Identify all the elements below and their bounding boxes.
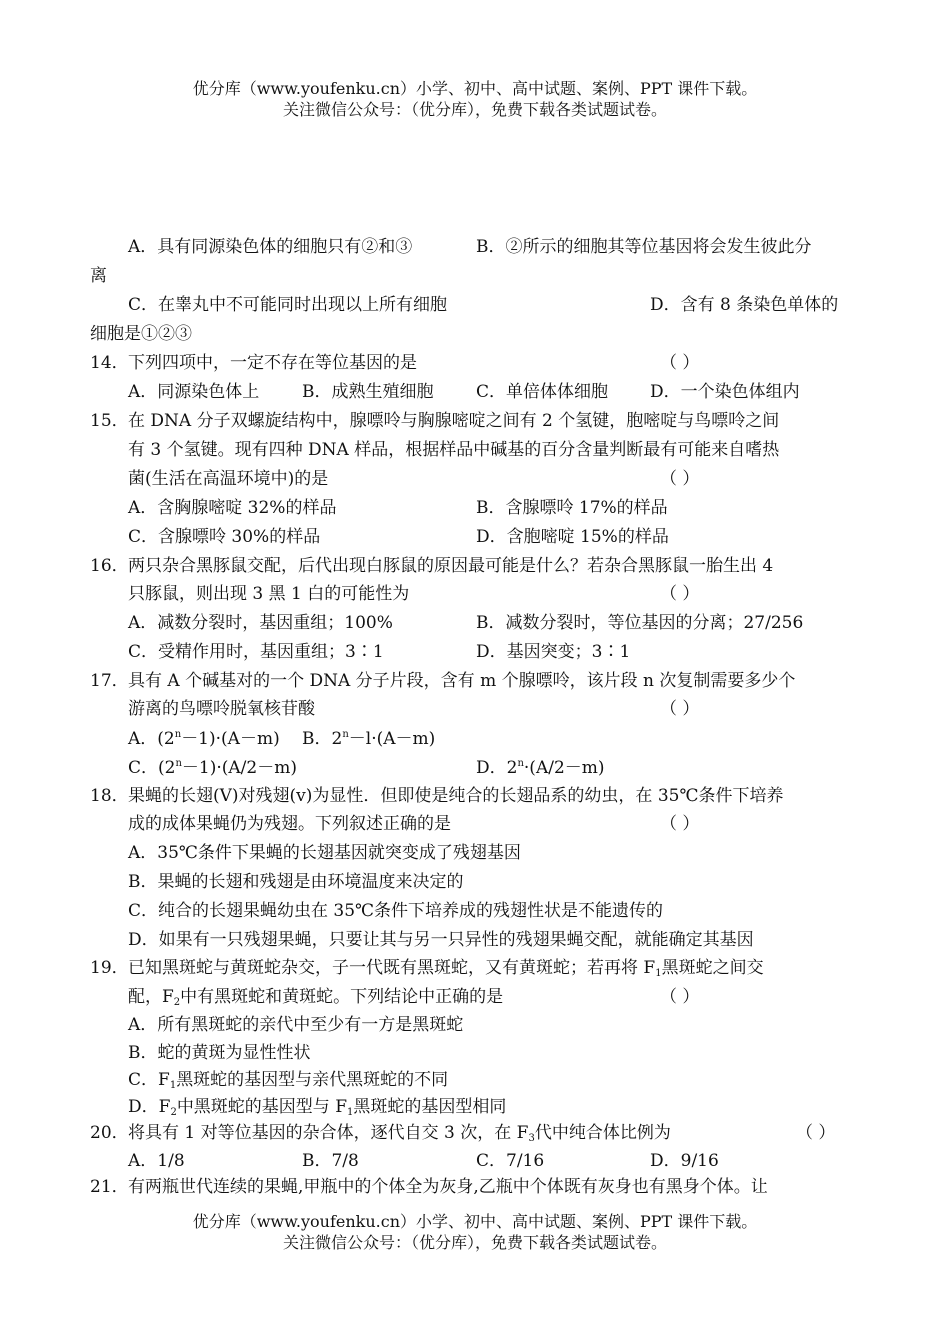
q13-option-d-continued: 细胞是①②③ (90, 324, 192, 344)
q15-number: 15． (90, 411, 129, 431)
q21-number: 21． (90, 1177, 129, 1197)
q20-option-b: B．7/8 (302, 1151, 359, 1171)
q17-option-d: D．$2^n\cdot(A/2-m)$ (476, 758, 605, 778)
q19-answer-blank: （ ） (660, 987, 700, 1007)
q20-option-a: A．1/8 (128, 1151, 185, 1171)
page-header (0, 78, 950, 120)
q15-stem-line-1: 在 DNA 分子双螺旋结构中，腺嘌呤与胸腺嘧啶之间有 2 个氢键，胞嘧啶与鸟嘌呤之间 (128, 411, 780, 431)
q19-stem-line-2: 配，$F_2$中有黑斑蛇和黄斑蛇。下列结论中正确的是 (128, 987, 504, 1008)
q15-stem-line-2: 有 3 个氢键。现有四种 DNA 样品，根据样品中碱基的百分含量判断最有可能来自嗜热 (128, 440, 780, 460)
q15-stem-line-3: 菌(生活在高温环境中)的是 (128, 469, 329, 489)
q14-answer-blank: （ ） (660, 353, 700, 373)
q15-answer-blank: （ ） (660, 469, 700, 489)
q17-answer-blank: （ ） (660, 699, 700, 719)
q18-option-b: B．果蝇的长翅和残翅是由环境温度来决定的 (128, 872, 464, 892)
q19-option-b: B．蛇的黄斑为显性性状 (128, 1043, 311, 1063)
q15-option-d: D．含胞嘧啶 15%的样品 (476, 527, 669, 547)
q20-number: 20． (90, 1123, 129, 1143)
q18-number: 18． (90, 786, 129, 806)
q18-answer-blank: （ ） (660, 814, 700, 834)
q17-option-b: B．$2^n-l\cdot(A-m)$ (302, 729, 436, 749)
q14-option-d: D．一个染色体组内 (650, 382, 800, 402)
q15-option-c: C．含腺嘌呤 30%的样品 (128, 527, 321, 547)
q20-option-c: C．7/16 (476, 1151, 545, 1171)
q20-stem: 将具有 1 对等位基因的杂合体，逐代自交 3 次，在 $F_3$代中纯合体比例为 (128, 1123, 671, 1144)
footer-line-1: 优分库（www.youfenku.cn）小学、初中、高中试题、案例、PPT 课件下载。 (192, 1212, 758, 1231)
q18-option-d: D．如果有一只残翅果蝇，只要让其与另一只异性的残翅果蝇交配，就能确定其基因 (128, 930, 754, 950)
q17-number: 17． (90, 671, 129, 691)
q13-option-b-continued: 离 (90, 266, 107, 286)
q18-option-c: C．纯合的长翅果蝇幼虫在 35℃条件下培养成的残翅性状是不能遗传的 (128, 901, 664, 921)
q13-option-a: A．具有同源染色体的细胞只有②和③ (128, 237, 413, 257)
q14-option-c: C．单倍体体细胞 (476, 382, 609, 402)
q13-option-d: D．含有 8 条染色单体的 (650, 295, 839, 315)
q15-option-a: A．含胸腺嘧啶 32%的样品 (128, 498, 337, 518)
q19-option-c: C．$F_1$黑斑蛇的基因型与亲代黑斑蛇的不同 (128, 1070, 449, 1091)
q18-stem-line-2: 成的成体果蝇仍为残翅。下列叙述正确的是 (128, 814, 451, 834)
q14-option-b: B．成熟生殖细胞 (302, 382, 434, 402)
q19-stem-line-1: 已知黑斑蛇与黄斑蛇杂交，子一代既有黑斑蛇，又有黄斑蛇；若再将 $F_1$黑斑蛇之间交 (128, 958, 764, 979)
q21-stem-line-1: 有两瓶世代连续的果蝇,甲瓶中的个体全为灰身,乙瓶中个体既有灰身也有黑身个体。让 (128, 1177, 768, 1197)
q19-option-a: A．所有黑斑蛇的亲代中至少有一方是黑斑蛇 (128, 1015, 464, 1035)
q16-option-c: C．受精作用时，基因重组；3∶1 (128, 642, 384, 662)
footer-line-2: 关注微信公众号：（优分库），免费下载各类试题试卷。 (282, 1233, 667, 1252)
q14-stem: 下列四项中，一定不存在等位基因的是 (128, 353, 417, 373)
q17-stem-line-2: 游离的鸟嘌呤脱氧核苷酸 (128, 699, 315, 719)
q18-option-a: A．35℃条件下果蝇的长翅基因就突变成了残翅基因 (128, 843, 521, 863)
q13-option-b: B．②所示的细胞其等位基因将会发生彼此分 (476, 237, 812, 257)
q17-option-c: C．$(2^n-1)\cdot(A/2-m)$ (128, 758, 297, 778)
q16-number: 16． (90, 556, 129, 576)
q16-option-b: B．减数分裂时，等位基因的分离；27/256 (476, 613, 804, 633)
q15-option-b: B．含腺嘌呤 17%的样品 (476, 498, 668, 518)
q19-option-d: D．$F_2$中黑斑蛇的基因型与 $F_1$黑斑蛇的基因型相同 (128, 1097, 507, 1118)
q16-option-a: A．减数分裂时，基因重组；100% (128, 613, 393, 633)
q17-stem-line-1: 具有 A 个碱基对的一个 DNA 分子片段，含有 m 个腺嘌呤，该片段 n 次复制需要多少个 (128, 671, 796, 691)
q14-option-a: A．同源染色体上 (128, 382, 260, 402)
q17-option-a: A．$(2^n-1)\cdot(A-m)$ (128, 729, 280, 749)
q16-answer-blank: （ ） (660, 584, 700, 604)
q14-number: 14． (90, 353, 129, 373)
q16-stem-line-1: 两只杂合黑豚鼠交配，后代出现白豚鼠的原因最可能是什么？若杂合黑豚鼠一胎生出 4 (128, 556, 774, 576)
q20-option-d: D．9/16 (650, 1151, 719, 1171)
q18-stem-line-1: 果蝇的长翅(V)对残翅(v)为显性．但即使是纯合的长翅品系的幼虫，在 35℃条件下培养 (128, 786, 784, 806)
header-line-1: 优分库（www.youfenku.cn）小学、初中、高中试题、案例、PPT 课件下载。 (192, 79, 758, 98)
q13-option-c: C．在睾丸中不可能同时出现以上所有细胞 (128, 295, 448, 315)
q16-option-d: D．基因突变；3∶1 (476, 642, 631, 662)
q19-number: 19． (90, 958, 129, 978)
header-line-2: 关注微信公众号：（优分库），免费下载各类试题试卷。 (282, 100, 667, 119)
page-footer (0, 1211, 950, 1253)
q16-stem-line-2: 只豚鼠，则出现 3 黑 1 白的可能性为 (128, 584, 410, 604)
q20-answer-blank: （ ） (796, 1123, 836, 1143)
